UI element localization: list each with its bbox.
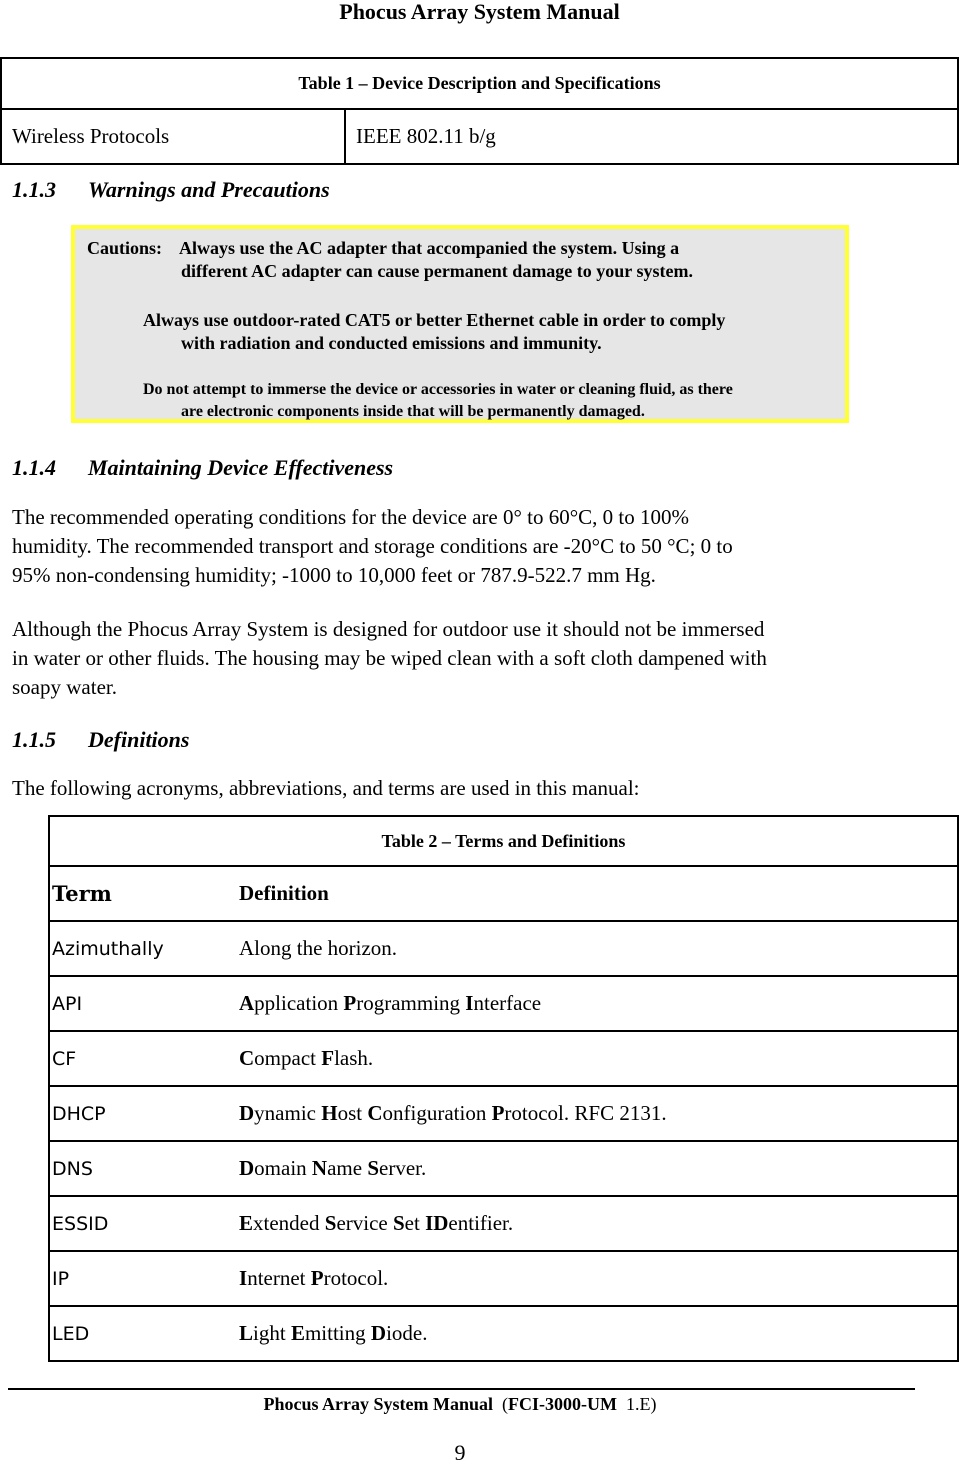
table2-caption: Table 2 – Terms and Definitions <box>49 816 958 866</box>
spec-label: Wireless Protocols <box>1 109 345 164</box>
caution-line: are electronic components inside that will be permanently damaged. <box>181 403 645 420</box>
paragraph-line: in water or other fluids. The housing may be wiped clean with a soft cloth dampened with <box>12 646 767 670</box>
section-title: Maintaining Device Effectiveness <box>88 455 394 480</box>
definitions-intro: The following acronyms, abbreviations, and terms are used in this manual: <box>12 776 640 800</box>
footer-revision: 1.E <box>625 1394 651 1414</box>
section-title: Warnings and Precautions <box>88 177 330 202</box>
table-row <box>1 109 958 164</box>
table-row <box>49 1086 958 1141</box>
term-cell: API <box>49 976 239 1031</box>
section-heading-warnings <box>12 177 330 203</box>
caution-line: Always use the AC adapter that accompanied the system. Using a <box>179 238 680 258</box>
table-header-row <box>49 866 958 921</box>
term-cell: CF <box>49 1031 239 1086</box>
term-cell: DHCP <box>49 1086 239 1141</box>
footer-text: Phocus Array System Manual (FCI-3000-UM 1.E) <box>263 1394 657 1414</box>
cleaning-paragraph <box>12 615 932 702</box>
spec-value: IEEE 802.11 b/g <box>345 109 958 164</box>
table-row <box>49 1031 958 1086</box>
table-row <box>49 1196 958 1251</box>
term-cell: LED <box>49 1306 239 1361</box>
terms-body <box>49 921 958 1361</box>
definition-cell: Application Programming Interface <box>239 976 958 1031</box>
definition-cell: Extended Service Set IDentifier. <box>239 1196 958 1251</box>
page-number: 9 <box>454 1440 466 1465</box>
section-title: Definitions <box>88 727 190 752</box>
table-row <box>49 1251 958 1306</box>
term-cell: DNS <box>49 1141 239 1196</box>
term-cell: ESSID <box>49 1196 239 1251</box>
table-row <box>49 921 958 976</box>
definition-cell: Along the horizon. <box>239 921 958 976</box>
column-header-term: Term <box>49 866 239 921</box>
operating-conditions-paragraph <box>12 503 932 590</box>
term-cell: IP <box>49 1251 239 1306</box>
section-heading-maintaining <box>12 455 393 481</box>
section-number: 1.1.4 <box>12 455 56 480</box>
paragraph-line: humidity. The recommended transport and storage conditions are -20°C to 50 °C; 0 to <box>12 534 733 558</box>
page-header-title: Phocus Array System Manual <box>339 0 620 24</box>
table-row <box>49 1306 958 1361</box>
cautions-box <box>71 225 849 423</box>
footer-doc-code: FCI-3000-UM <box>508 1394 617 1414</box>
caution-line: different AC adapter can cause permanent damage to your system. <box>181 261 693 281</box>
paragraph-line: soapy water. <box>12 675 117 699</box>
table1-caption: Table 1 – Device Description and Specifications <box>1 58 958 109</box>
caution-line: Do not attempt to immerse the device or accessories in water or cleaning fluid, as there <box>143 381 733 398</box>
section-number: 1.1.5 <box>12 727 56 752</box>
term-cell: Azimuthally <box>49 921 239 976</box>
definition-cell: Dynamic Host Configuration Protocol. RFC 2131. <box>239 1086 958 1141</box>
caution-line: with radiation and conducted emissions and immunity. <box>181 333 602 353</box>
footer-manual-title: Phocus Array System Manual <box>263 1394 493 1414</box>
terms-definitions-table <box>48 815 959 1362</box>
footer-divider <box>8 1388 915 1390</box>
paragraph-line: The recommended operating conditions for the device are 0° to 60°C, 0 to 100% <box>12 505 689 529</box>
section-heading-definitions <box>12 727 189 753</box>
definition-cell: Light Emitting Diode. <box>239 1306 958 1361</box>
definition-cell: Internet Protocol. <box>239 1251 958 1306</box>
table-row <box>49 1141 958 1196</box>
caution-line: Always use outdoor-rated CAT5 or better Ethernet cable in order to comply <box>143 310 726 330</box>
paragraph-line: 95% non-condensing humidity; -1000 to 10,000 feet or 787.9-522.7 mm Hg. <box>12 563 656 587</box>
column-header-definition: Definition <box>239 866 958 921</box>
paragraph-line: Although the Phocus Array System is designed for outdoor use it should not be immersed <box>12 617 765 641</box>
table-row <box>49 976 958 1031</box>
device-spec-table <box>0 57 959 165</box>
definition-cell: Domain Name Server. <box>239 1141 958 1196</box>
section-number: 1.1.3 <box>12 177 56 202</box>
cautions-label: Cautions: <box>87 238 163 258</box>
definition-cell: Compact Flash. <box>239 1031 958 1086</box>
